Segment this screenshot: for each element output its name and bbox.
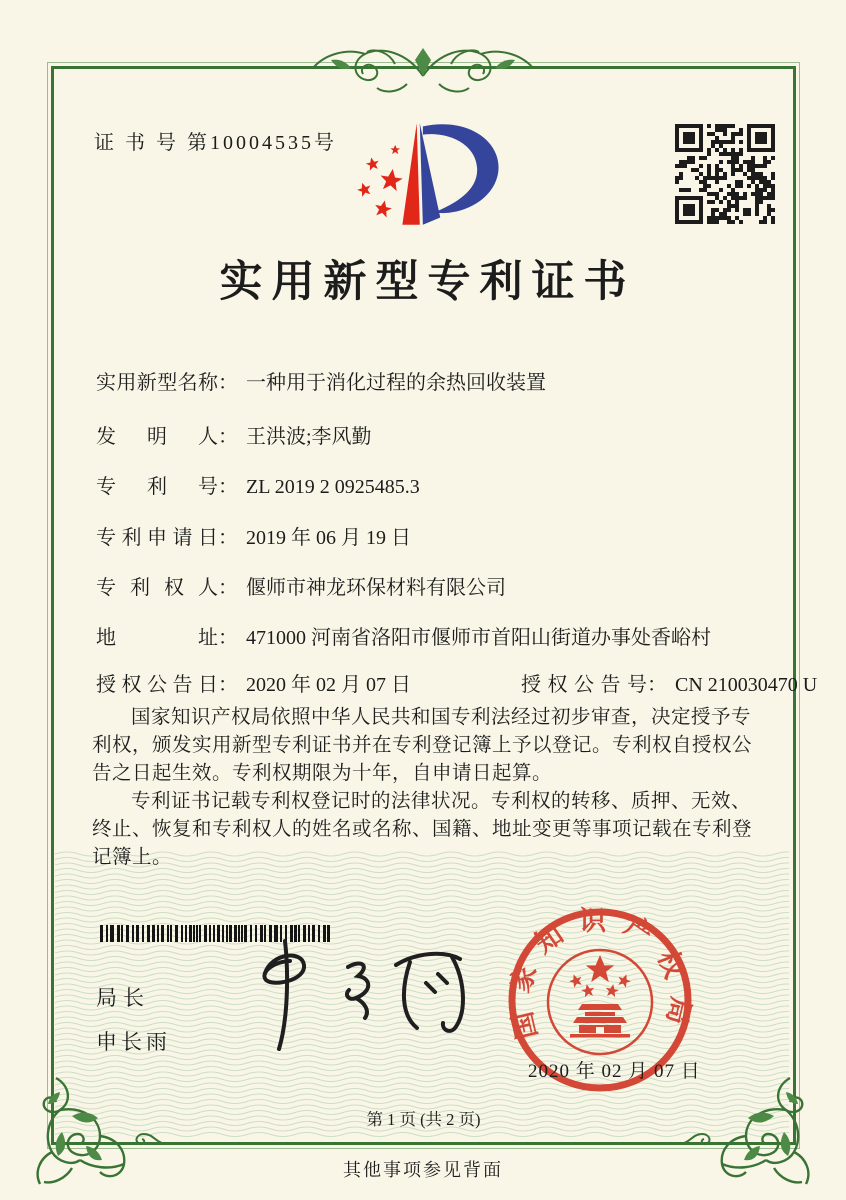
cnipa-logo-icon bbox=[336, 110, 522, 238]
field-colon: ： bbox=[218, 527, 238, 549]
grant-number-label: 授权公告号 bbox=[521, 674, 647, 696]
certificate-number: 证 书 号 第10004535号 bbox=[94, 132, 337, 154]
field-label: 专利号 bbox=[96, 476, 218, 498]
field-row-patentee bbox=[96, 571, 506, 600]
director-signature-icon bbox=[230, 935, 490, 1060]
field-row-address bbox=[96, 621, 711, 650]
field-label: 地址 bbox=[96, 627, 218, 649]
field-value: ZL 2019 2 0925485.3 bbox=[246, 476, 420, 498]
seal-text: 国家知识产权局 bbox=[503, 905, 697, 1043]
qr-code bbox=[673, 122, 777, 226]
field-colon: ： bbox=[218, 577, 238, 599]
field-label: 专利申请日 bbox=[96, 527, 218, 549]
field-colon: ： bbox=[647, 674, 667, 696]
legal-text-block bbox=[92, 704, 760, 872]
border-line-curl-icon bbox=[676, 1130, 720, 1150]
field-value: 一种用于消化过程的余热回收装置 bbox=[246, 372, 546, 394]
field-value: 王洪波;李风勤 bbox=[246, 426, 372, 448]
legal-paragraph-2: 专利证书记载专利权登记时的法律状况。专利权的转移、质押、无效、终止、恢复和专利权人的姓名或名称、国籍、地址变更等事项记载在专利登记簿上。 bbox=[92, 791, 753, 868]
field-row-name bbox=[96, 366, 546, 395]
page-number: 第 1 页 (共 2 页) bbox=[366, 1110, 481, 1129]
certificate-title: 实用新型专利证书 bbox=[219, 259, 636, 306]
grant-number-value: CN 210030470 U bbox=[675, 674, 818, 696]
field-label: 专利权人 bbox=[96, 577, 218, 599]
field-value: 471000 河南省洛阳市偃师市首阳山街道办事处香峪村 bbox=[246, 627, 711, 649]
field-label: 发明人 bbox=[96, 426, 218, 448]
back-note: 其他事项参见背面 bbox=[343, 1160, 503, 1180]
field-label: 授权公告日 bbox=[96, 674, 218, 696]
field-row-filing-date bbox=[96, 521, 411, 550]
field-label: 实用新型名称 bbox=[96, 372, 218, 394]
field-colon: ： bbox=[218, 674, 238, 696]
director-name: 申长雨 bbox=[96, 1030, 171, 1054]
top-scroll-ornament-icon bbox=[303, 38, 543, 98]
field-value: 偃师市神龙环保材料有限公司 bbox=[246, 577, 506, 599]
field-colon: ： bbox=[218, 372, 238, 394]
field-value: 2020 年 02 月 07 日 bbox=[246, 674, 411, 696]
field-row-inventors bbox=[96, 420, 372, 449]
field-colon: ： bbox=[218, 476, 238, 498]
director-title: 局长 bbox=[96, 986, 150, 1010]
field-value: 2019 年 06 月 19 日 bbox=[246, 527, 411, 549]
grant-number-group bbox=[521, 668, 817, 697]
field-colon: ： bbox=[218, 426, 238, 448]
field-row-patent-no bbox=[96, 470, 420, 499]
seal-date: 2020 年 02 月 07 日 bbox=[528, 1061, 701, 1082]
legal-paragraph-1: 国家知识产权局依照中华人民共和国专利法经过初步审查，决定授予专利权，颁发实用新型专利证书并在专利登记簿上予以登记。专利权自授权公告之日起生效。专利权期限为十年，自申请日起算。 bbox=[92, 707, 753, 784]
border-line-curl-icon bbox=[126, 1130, 170, 1150]
field-row-grant-date bbox=[96, 668, 818, 697]
field-colon: ： bbox=[218, 627, 238, 649]
